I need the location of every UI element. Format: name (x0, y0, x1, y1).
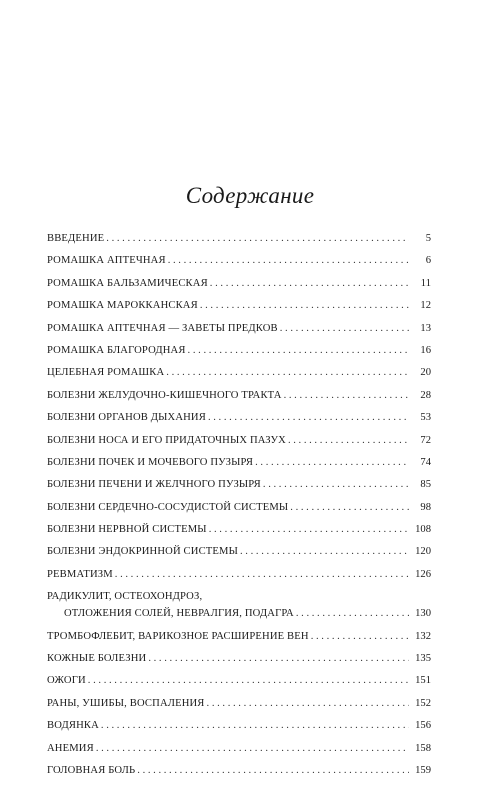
toc-leader-dots (96, 743, 409, 755)
toc-entry-label: ОЖОГИ (47, 675, 86, 687)
toc-entry[interactable] (47, 626, 431, 643)
toc-page-number: 53 (420, 412, 431, 424)
toc-leader-dots (280, 323, 409, 335)
toc-entry[interactable] (47, 564, 431, 581)
toc-page-number: 158 (415, 742, 431, 754)
toc-entry-label: БОЛЕЗНИ ЭНДОКРИННОЙ СИСТЕМЫ (47, 546, 238, 558)
toc-leader-dots (188, 345, 409, 357)
toc-entry[interactable] (47, 715, 431, 732)
toc-entry-label: АНЕМИЯ (47, 742, 94, 754)
toc-leader-dots (290, 502, 409, 514)
toc-page-number: 11 (420, 277, 431, 289)
toc-entry[interactable] (47, 295, 431, 312)
toc-page-number: 126 (415, 568, 431, 580)
toc-entry[interactable] (47, 648, 431, 665)
toc-leader-dots (208, 412, 409, 424)
toc-entry-label: БОЛЕЗНИ ОРГАНОВ ДЫХАНИЯ (47, 412, 206, 424)
toc-entry[interactable] (47, 250, 431, 267)
toc-leader-dots (210, 278, 409, 290)
toc-entry[interactable] (47, 670, 431, 687)
toc-page-number: 130 (415, 608, 431, 620)
toc-entry-label: РОМАШКА БЛАГОРОДНАЯ (47, 344, 186, 356)
toc-entry-label: БОЛЕЗНИ СЕРДЕЧНО-СОСУДИСТОЙ СИСТЕМЫ (47, 501, 289, 513)
toc-entry-label: ГОЛОВНАЯ БОЛЬ (47, 764, 136, 776)
toc-leader-dots (209, 524, 409, 536)
toc-entry-label: ЦЕЛЕБНАЯ РОМАШКА (47, 367, 165, 379)
toc-leader-dots (101, 720, 409, 732)
toc-entry-label-continuation: ОТЛОЖЕНИЯ СОЛЕЙ, НЕВРАЛГИЯ, ПОДАГРА (64, 608, 294, 620)
toc-leader-dots (311, 631, 409, 643)
toc-title: Содержание (185, 183, 315, 208)
toc-page-number: 135 (415, 653, 431, 665)
toc-leader-dots (106, 233, 409, 245)
toc-page-number: 74 (420, 456, 431, 468)
toc-page-number: 120 (415, 546, 431, 558)
toc-leader-dots (263, 479, 409, 491)
toc-entry[interactable] (47, 407, 431, 424)
toc-leader-dots (137, 765, 409, 777)
toc-page-number: 20 (420, 367, 431, 379)
toc-entry[interactable] (47, 541, 431, 558)
toc-leader-dots (284, 390, 409, 402)
toc-entry[interactable] (47, 760, 431, 777)
toc-entry-label: РАДИКУЛИТ, ОСТЕОХОНДРОЗ, (47, 591, 203, 603)
toc-page-number: 6 (425, 255, 431, 267)
toc-entry-label: ВОДЯНКА (47, 720, 99, 732)
toc-leader-dots (296, 608, 409, 620)
toc-entry[interactable] (47, 340, 431, 357)
toc-entry-label: БОЛЕЗНИ ПЕЧЕНИ И ЖЕЛЧНОГО ПУЗЫРЯ (47, 479, 261, 491)
toc-page-number: 152 (415, 697, 431, 709)
toc-entry-label: РОМАШКА БАЛЬЗАМИЧЕСКАЯ (47, 277, 208, 289)
toc-entry[interactable] (47, 693, 431, 710)
toc-entry[interactable] (47, 738, 431, 755)
toc-page-number: 28 (420, 389, 431, 401)
toc-entry-label: БОЛЕЗНИ НЕРВНОЙ СИСТЕМЫ (47, 524, 207, 536)
toc-entry-label: КОЖНЫЕ БОЛЕЗНИ (47, 653, 147, 665)
toc-entry-label: РОМАШКА АПТЕЧНАЯ — ЗАВЕТЫ ПРЕДКОВ (47, 322, 278, 334)
toc-page-number: 151 (415, 675, 431, 687)
toc-page-number: 12 (420, 300, 431, 312)
toc-page-number: 156 (415, 720, 431, 732)
toc-entry[interactable] (47, 273, 431, 290)
toc-page-number: 13 (420, 322, 431, 334)
toc-entry-label: РОМАШКА АПТЕЧНАЯ (47, 255, 166, 267)
toc-leader-dots (88, 675, 409, 687)
toc-entry[interactable] (47, 586, 431, 620)
toc-page-number: 85 (420, 479, 431, 491)
toc-list (47, 228, 431, 782)
toc-leader-dots (255, 457, 409, 469)
toc-page-number: 16 (420, 344, 431, 356)
toc-entry[interactable] (47, 430, 431, 447)
toc-entry[interactable] (47, 474, 431, 491)
toc-entry-label: РЕВМАТИЗМ (47, 568, 113, 580)
toc-leader-dots (148, 653, 409, 665)
toc-entry-label: БОЛЕЗНИ НОСА И ЕГО ПРИДАТОЧНЫХ ПАЗУХ (47, 434, 286, 446)
toc-page-number: 72 (420, 434, 431, 446)
toc-entry[interactable] (47, 519, 431, 536)
toc-entry[interactable] (47, 362, 431, 379)
toc-page-number: 108 (415, 524, 431, 536)
toc-leader-dots (166, 367, 409, 379)
toc-entry-label: РОМАШКА МАРОККАНСКАЯ (47, 300, 198, 312)
toc-entry[interactable] (47, 497, 431, 514)
toc-page-number: 5 (425, 233, 431, 244)
toc-entry[interactable] (47, 385, 431, 402)
toc-entry[interactable] (47, 228, 431, 245)
toc-entry[interactable] (47, 452, 431, 469)
toc-page-number: 132 (415, 630, 431, 642)
toc-entry-label: РАНЫ, УШИБЫ, ВОСПАЛЕНИЯ (47, 697, 205, 709)
toc-entry[interactable] (47, 318, 431, 335)
toc-leader-dots (288, 435, 409, 447)
toc-leader-dots (200, 300, 409, 312)
toc-entry-label: ВВЕДЕНИЕ (47, 233, 105, 244)
toc-leader-dots (168, 255, 409, 267)
toc-page-number: 98 (420, 501, 431, 513)
toc-entry-label: ТРОМБОФЛЕБИТ, ВАРИКОЗНОЕ РАСШИРЕНИЕ ВЕН (47, 630, 309, 642)
toc-leader-dots (115, 569, 409, 581)
toc-entry-label: БОЛЕЗНИ ЖЕЛУДОЧНО-КИШЕЧНОГО ТРАКТА (47, 389, 282, 401)
toc-leader-dots (240, 546, 409, 558)
toc-entry-label: БОЛЕЗНИ ПОЧЕК И МОЧЕВОГО ПУЗЫРЯ (47, 456, 254, 468)
toc-leader-dots (207, 698, 409, 710)
toc-page-number: 159 (415, 764, 431, 776)
